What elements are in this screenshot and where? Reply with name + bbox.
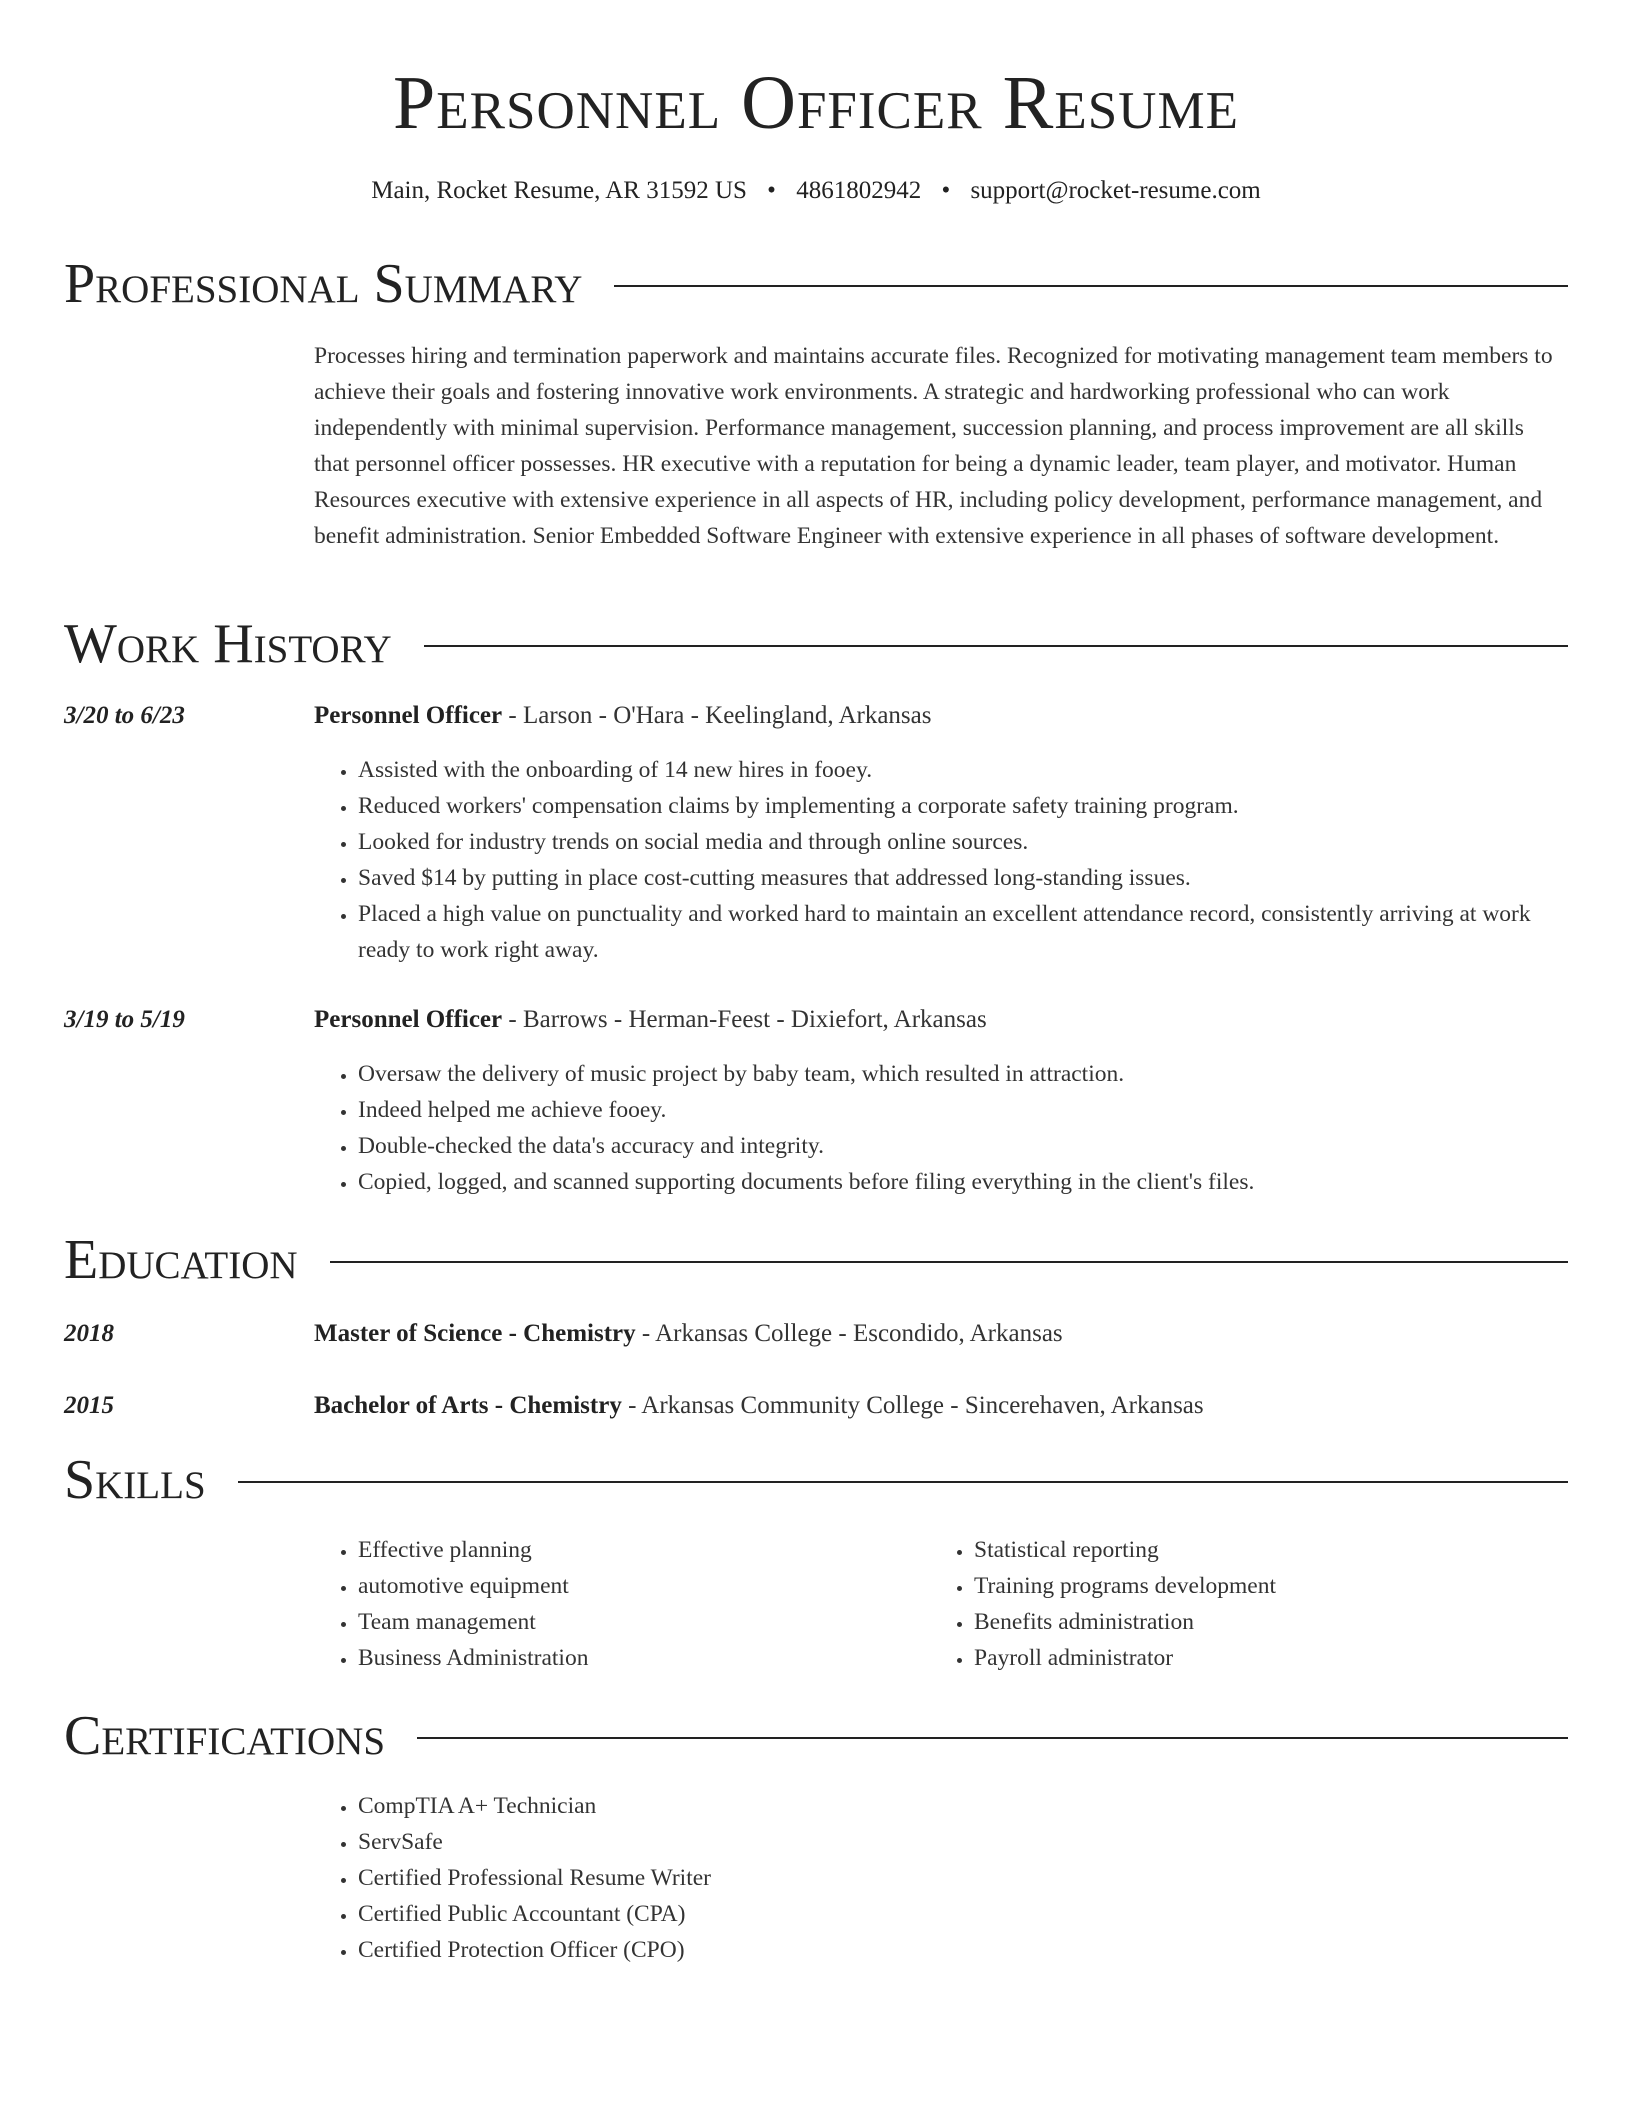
work-heading: Work History	[64, 613, 392, 675]
job-title: Personnel Officer	[314, 1006, 503, 1033]
contact-separator: •	[767, 177, 776, 204]
list-item: • Copied, logged, and scanned supporting documents before filing everything in the client's files.	[358, 1164, 1568, 1200]
section-divider	[614, 285, 1568, 287]
job-employer: - Larson - O'Hara - Keelingland, Arkansas	[502, 702, 932, 729]
summary-section-header	[64, 252, 1568, 316]
education-line	[314, 1388, 1204, 1424]
education-year: 2015	[64, 1392, 114, 1419]
contact-separator: •	[941, 177, 951, 204]
list-item: • Statistical reporting	[974, 1532, 1568, 1568]
education-year: 2018	[64, 1320, 114, 1347]
list-item: • Payroll administrator	[974, 1640, 1568, 1676]
section-divider	[417, 1737, 1568, 1739]
job-employer: - Barrows - Herman-Feest - Dixiefort, Arkansas	[502, 1006, 987, 1033]
list-item: • Assisted with the onboarding of 14 new hires in fooey.	[358, 752, 1568, 788]
list-item: • Business Administration	[358, 1640, 918, 1676]
list-item: • Certified Protection Officer (CPO)	[358, 1932, 1568, 1968]
work-bullets	[314, 1056, 1568, 1200]
list-item: • automotive equipment	[358, 1568, 918, 1604]
resume-title: Personnel Officer Resume	[393, 61, 1239, 145]
education-section-header	[64, 1228, 1568, 1292]
job-title: Personnel Officer	[314, 702, 503, 729]
list-item: • ServSafe	[358, 1824, 1568, 1860]
education-line	[314, 1316, 1063, 1352]
school: - Arkansas College - Escondido, Arkansas	[635, 1320, 1063, 1347]
list-item: • Saved $14 by putting in place cost-cutting measures that addressed long-standing issues.	[358, 860, 1568, 896]
certifications-section-header	[64, 1704, 1568, 1768]
list-item: • Placed a high value on punctuality and worked hard to maintain an excellent attendance record, consistently arriving at work ready to work right away.	[358, 896, 1568, 968]
skills-section-header	[64, 1448, 1568, 1512]
work-title-line	[314, 698, 931, 734]
list-item: • Training programs development	[974, 1568, 1568, 1604]
education-heading: Education	[64, 1229, 298, 1291]
list-item: • Benefits administration	[974, 1604, 1568, 1640]
certifications-list	[314, 1788, 1568, 1968]
work-dates: 3/20 to 6/23	[64, 702, 185, 729]
work-title-line	[314, 1002, 987, 1038]
contact-line	[0, 174, 1632, 208]
list-item: • CompTIA A+ Technician	[358, 1788, 1568, 1824]
list-item: • Looked for industry trends on social media and through online sources.	[358, 824, 1568, 860]
contact-address: Main, Rocket Resume, AR 31592 US	[371, 177, 747, 204]
work-dates: 3/19 to 5/19	[64, 1006, 185, 1033]
summary-text: Processes hiring and termination paperwork and maintains accurate files. Recognized for motivating management team members to achieve their goals and fostering innovative work environments. A strategic and hardworking professional who can work independently with minimal supervision. Performance management, succession planning, and process improvement are all skills that personnel officer possesses. HR executive with a reputation for being a dynamic leader, team player, and motivator. Human Resources executive with extensive experience in all aspects of HR, including policy development, performance management, and benefit administration. Senior Embedded Software Engineer with extensive experience in all phases of software development.	[314, 343, 1553, 549]
list-item: • Effective planning	[358, 1532, 918, 1568]
list-item: • Certified Professional Resume Writer	[358, 1860, 1568, 1896]
contact-phone: 4861802942	[796, 177, 922, 204]
list-item: • Oversaw the delivery of music project by baby team, which resulted in attraction.	[358, 1056, 1568, 1092]
work-bullets	[314, 752, 1568, 968]
contact-email[interactable]: support@rocket-resume.com	[970, 177, 1261, 204]
skills-list-left	[314, 1532, 918, 1676]
skills-heading: Skills	[64, 1449, 206, 1511]
degree: Master of Science - Chemistry	[314, 1320, 636, 1347]
list-item: • Team management	[358, 1604, 918, 1640]
degree: Bachelor of Arts - Chemistry	[314, 1392, 622, 1419]
list-item: • Certified Public Accountant (CPA)	[358, 1896, 1568, 1932]
skills-list-right	[930, 1532, 1568, 1676]
list-item: • Reduced workers' compensation claims by implementing a corporate safety training program.	[358, 788, 1568, 824]
summary-heading: Professional Summary	[64, 253, 583, 315]
list-item: • Double-checked the data's accuracy and integrity.	[358, 1128, 1568, 1164]
section-divider	[238, 1481, 1568, 1483]
list-item: • Indeed helped me achieve fooey.	[358, 1092, 1568, 1128]
section-divider	[330, 1261, 1568, 1263]
certifications-heading: Certifications	[64, 1705, 386, 1767]
work-section-header	[64, 612, 1568, 676]
section-divider	[424, 645, 1568, 647]
school: - Arkansas Community College - Sincerehaven, Arkansas	[621, 1392, 1204, 1419]
